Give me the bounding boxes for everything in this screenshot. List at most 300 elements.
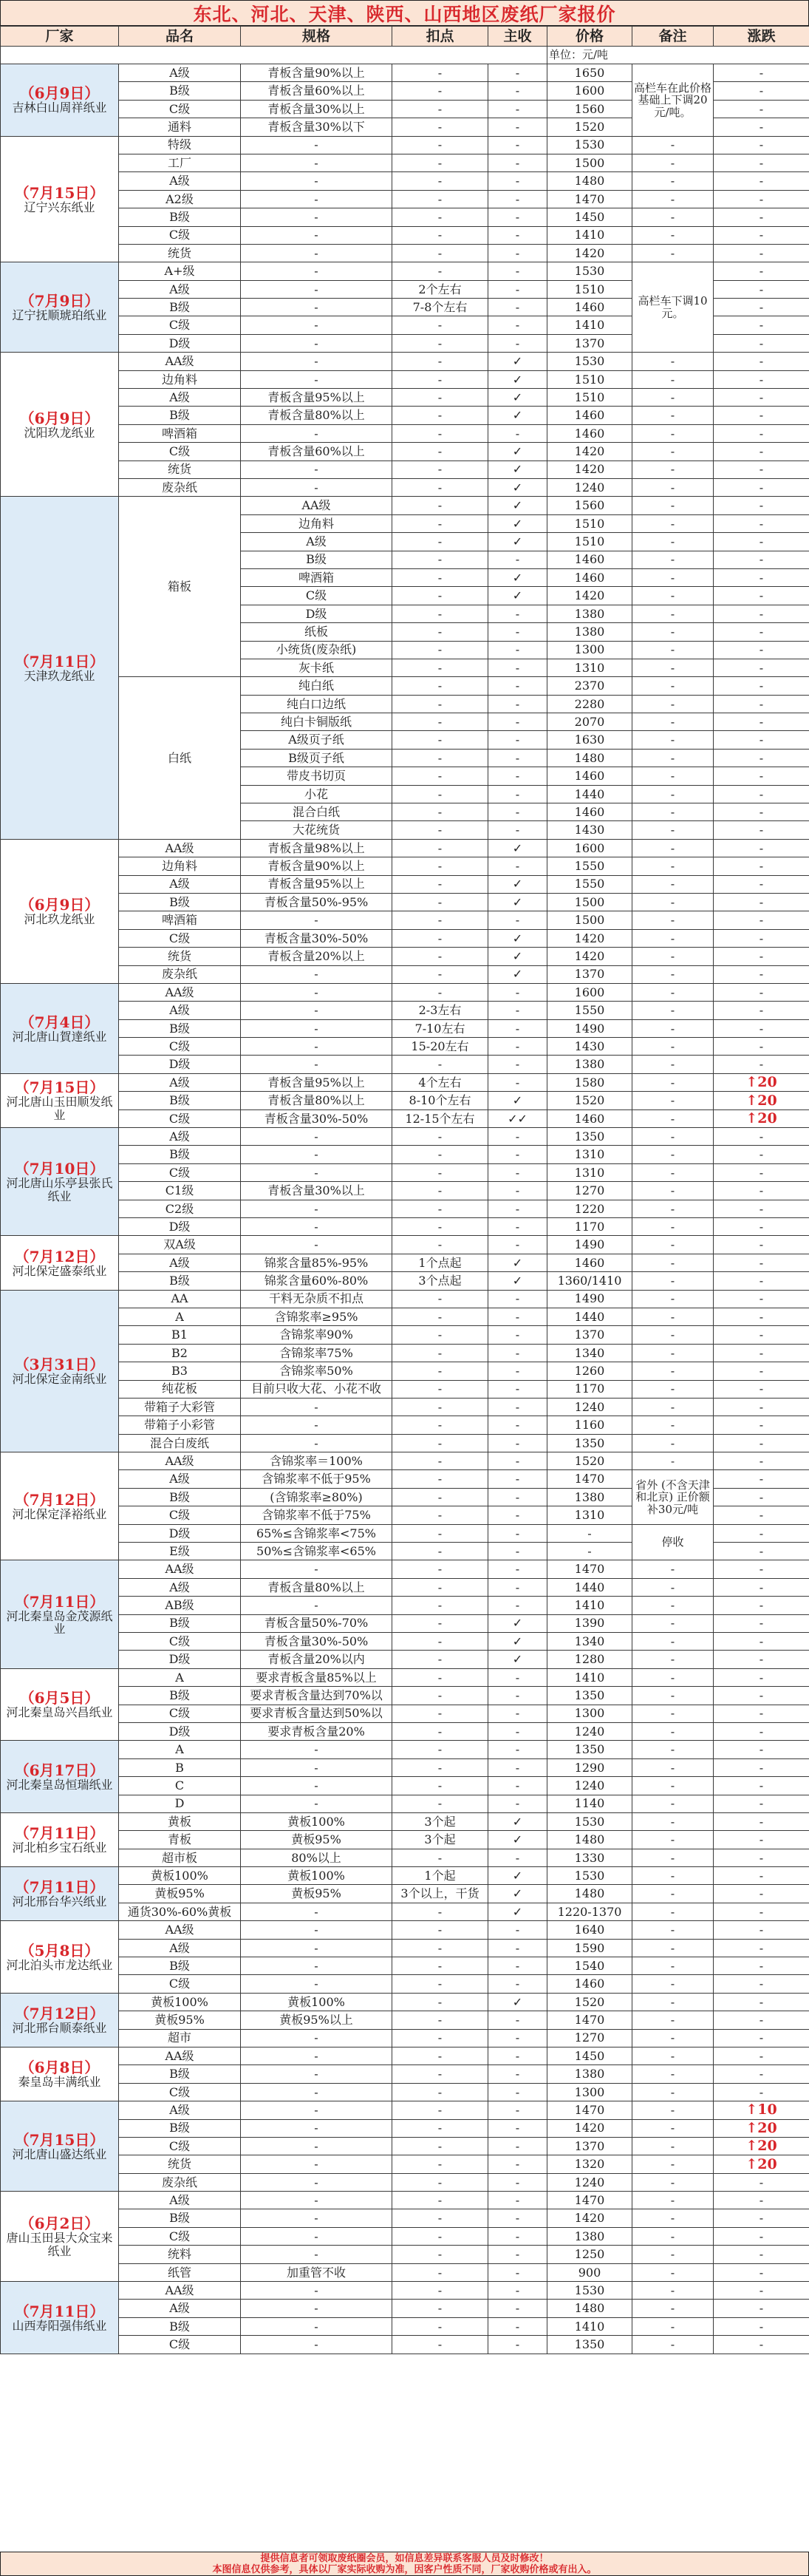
note-cell: - (632, 1741, 714, 1758)
product-cell: A级 (119, 1939, 241, 1957)
table-row (1, 2137, 809, 2155)
main-cell: ✓ (488, 1272, 547, 1290)
company-name: 河北保定泽裕纸业 (12, 1506, 107, 1521)
price-cell: 2370 (547, 677, 632, 695)
product-cell: A (119, 1308, 241, 1325)
change-cell: - (714, 1921, 809, 1939)
main-cell: - (488, 1488, 547, 1506)
spec-cell: - (241, 965, 392, 983)
price-cell: 1480 (547, 1885, 632, 1903)
deduction-cell: - (392, 1560, 488, 1578)
deduction-cell: - (392, 749, 488, 767)
change-cell: - (714, 2192, 809, 2209)
deduction-cell: - (392, 785, 488, 803)
table-row (1, 2047, 809, 2064)
deduction-cell: - (392, 1128, 488, 1146)
note-cell: - (632, 2263, 714, 2281)
note-cell: - (632, 1614, 714, 1632)
product-cell: 统货 (119, 244, 241, 262)
price-cell: 1460 (547, 568, 632, 586)
price-cell: 1530 (547, 1812, 632, 1830)
main-cell: - (488, 2317, 547, 2335)
deduction-cell: - (392, 533, 488, 551)
change-cell: - (714, 1741, 809, 1758)
deduction-cell: - (392, 677, 488, 695)
change-cell: - (714, 1903, 809, 1920)
product-cell: A级 (119, 389, 241, 407)
note-cell: - (632, 2209, 714, 2227)
deduction-cell: - (392, 172, 488, 190)
note-cell: - (632, 1651, 714, 1668)
spec-cell: 青板含量30%-50% (241, 1109, 392, 1127)
product-cell: AA级 (119, 1560, 241, 1578)
company-cell (1, 1560, 119, 1668)
main-cell: ✓ (488, 514, 547, 532)
note-cell: - (632, 965, 714, 983)
note-cell: - (632, 2047, 714, 2064)
product-cell: 纸板 (241, 623, 392, 641)
spec-cell: - (241, 1128, 392, 1146)
price-cell: 1500 (547, 154, 632, 171)
note-cell: - (632, 478, 714, 496)
company-date: （7月11日） (14, 2302, 105, 2320)
price-table (0, 26, 809, 2354)
deduction-cell: - (392, 1543, 488, 1560)
table-row (1, 1290, 809, 1308)
product-cell: A级 (119, 2101, 241, 2119)
note-cell: - (632, 1344, 714, 1362)
spec-cell: - (241, 1434, 392, 1452)
change-cell: - (714, 2047, 809, 2064)
spec-cell: - (241, 1741, 392, 1758)
change-cell: - (714, 587, 809, 605)
table-row (1, 677, 809, 695)
product-cell: B级 (119, 1019, 241, 1037)
spec-cell: - (241, 1146, 392, 1163)
spec-cell: 目前只收大花、小花不收 (241, 1380, 392, 1398)
note-cell: - (632, 1362, 714, 1380)
price-cell: 1240 (547, 2173, 632, 2191)
note-cell: - (632, 1795, 714, 1812)
company-date: （6月9日） (19, 409, 100, 427)
deduction-cell: - (392, 2011, 488, 2029)
spec-cell: 50%≤含锦浆率<65% (241, 1543, 392, 1560)
table-row (1, 1109, 809, 1127)
product-cell: B级 (119, 1957, 241, 1975)
table-row (1, 1002, 809, 1019)
spec-cell: 青板含量98%以上 (241, 839, 392, 857)
spec-cell: 80%以上 (241, 1849, 392, 1866)
spec-cell: 青板含量50%-95% (241, 893, 392, 911)
product-cell: B3 (119, 1362, 241, 1380)
table-row (1, 1434, 809, 1452)
header-deduction: 扣点 (392, 27, 488, 47)
main-cell: ✓ (488, 839, 547, 857)
company-date: （7月12日） (14, 1490, 105, 1509)
change-cell: - (714, 533, 809, 551)
company-date: （3月31日） (14, 1356, 105, 1374)
main-cell: ✓ (488, 533, 547, 551)
note-cell: - (632, 839, 714, 857)
deduction-cell: - (392, 370, 488, 388)
spec-cell: - (241, 461, 392, 478)
change-cell: - (714, 1957, 809, 1975)
spec-cell: - (241, 983, 392, 1001)
price-cell: 1220 (547, 1200, 632, 1217)
deduction-cell: - (392, 208, 488, 226)
spec-cell: 黄板100% (241, 1993, 392, 2011)
main-cell: - (488, 2300, 547, 2317)
product-cell: 带箱子小彩管 (119, 1416, 241, 1434)
table-row (1, 2246, 809, 2263)
spec-cell: - (241, 1019, 392, 1037)
main-cell: - (488, 1218, 547, 1236)
spec-cell: 青板含量80%以上 (241, 1092, 392, 1109)
price-cell: 1580 (547, 1073, 632, 1091)
product-cell: C级 (119, 929, 241, 947)
company-name: 河北泊头市龙达纸业 (6, 1957, 113, 1972)
note-cell: - (632, 1777, 714, 1795)
change-cell: - (714, 2263, 809, 2281)
deduction-cell: - (392, 478, 488, 496)
note-cell: - (632, 1560, 714, 1578)
table-row (1, 1777, 809, 1795)
change-cell: - (714, 1597, 809, 1614)
table-row (1, 1632, 809, 1650)
product-cell: A级 (119, 875, 241, 893)
price-cell: 1590 (547, 1939, 632, 1957)
table-row (1, 1236, 809, 1254)
table-row (1, 1452, 809, 1470)
deduction-cell: - (392, 1722, 488, 1740)
price-cell: 1530 (547, 262, 632, 280)
spec-cell: - (241, 1218, 392, 1236)
main-cell: ✓ (488, 461, 547, 478)
spec-cell: - (241, 1903, 392, 1920)
product-cell: AA级 (119, 353, 241, 370)
table-row (1, 1921, 809, 1939)
price-cell: 1270 (547, 1182, 632, 1200)
change-cell: - (714, 1146, 809, 1163)
change-cell: - (714, 1236, 809, 1254)
company-name: 唐山玉田县大众宝来纸业 (6, 2230, 113, 2258)
change-cell: - (714, 353, 809, 370)
note-cell: - (632, 1146, 714, 1163)
table-row (1, 1308, 809, 1325)
table-row (1, 1470, 809, 1488)
product-cell: 统货 (119, 948, 241, 965)
deduction-cell: - (392, 2246, 488, 2263)
note-cell: - (632, 244, 714, 262)
note-cell: - (632, 1056, 714, 1073)
product-cell: B级 (119, 893, 241, 911)
company-date: （7月15日） (14, 2130, 105, 2149)
main-cell: - (488, 551, 547, 568)
product-cell: 啤酒箱 (119, 911, 241, 929)
price-cell: 1510 (547, 370, 632, 388)
product-cell: C级 (119, 2336, 241, 2354)
table-row (1, 2029, 809, 2047)
main-cell: ✓ (488, 1614, 547, 1632)
product-cell: A级 (241, 533, 392, 551)
product-cell: AA级 (119, 1921, 241, 1939)
main-cell: - (488, 983, 547, 1001)
deduction-cell: 1个点起 (392, 1254, 488, 1271)
note-cell: - (632, 497, 714, 514)
change-cell: - (714, 461, 809, 478)
change-cell: - (714, 1380, 809, 1398)
product-cell: C级 (119, 1163, 241, 1181)
spec-cell: - (241, 2083, 392, 2101)
company-name: 河北秦皇岛金茂源纸业 (6, 1608, 113, 1637)
note-cell: - (632, 1722, 714, 1740)
company-name: 河北玖龙纸业 (24, 912, 95, 927)
deduction-cell: - (392, 641, 488, 659)
change-cell: - (714, 857, 809, 875)
price-cell: 1470 (547, 2192, 632, 2209)
deduction-cell: - (392, 821, 488, 839)
main-cell: - (488, 1398, 547, 1416)
note-cell: - (632, 389, 714, 407)
change-cell: - (714, 1632, 809, 1650)
change-cell: - (714, 1200, 809, 1217)
price-cell: 1300 (547, 641, 632, 659)
price-cell: 1420 (547, 244, 632, 262)
price-cell: 1240 (547, 1722, 632, 1740)
deduction-cell: - (392, 2173, 488, 2191)
table-row (1, 262, 809, 280)
deduction-cell: - (392, 1993, 488, 2011)
change-cell: - (714, 1831, 809, 1849)
change-cell: - (714, 424, 809, 442)
change-cell: - (714, 1722, 809, 1740)
product-cell: A2级 (119, 190, 241, 208)
change-cell: - (714, 2317, 809, 2335)
company-date: （6月2日） (19, 2214, 100, 2232)
price-cell: 1600 (547, 983, 632, 1001)
change-cell: - (714, 172, 809, 190)
change-cell: - (714, 1668, 809, 1686)
note-cell: - (632, 353, 714, 370)
change-cell: - (714, 1614, 809, 1632)
spec-cell: 青板含量80%以上 (241, 407, 392, 424)
note-cell: - (632, 1578, 714, 1596)
spec-cell: 黄板100% (241, 1867, 392, 1885)
footer-line2: 本图信息仅供参考，具体以厂家实际收购为准，因客户性质不同，厂家收购价格或有出入。 (212, 2563, 597, 2575)
table-row (1, 2173, 809, 2191)
table-row (1, 1668, 809, 1686)
main-cell: - (488, 2192, 547, 2209)
main-cell: ✓ (488, 370, 547, 388)
price-cell: 1240 (547, 1398, 632, 1416)
price-cell: - (547, 1543, 632, 1560)
change-cell: - (714, 551, 809, 568)
price-cell: 1550 (547, 875, 632, 893)
spec-cell: 要求青板含量达到70%以 (241, 1687, 392, 1705)
change-cell: - (714, 695, 809, 713)
product-cell: 统货 (119, 2155, 241, 2173)
price-cell: 1550 (547, 1002, 632, 1019)
note-cell: - (632, 1326, 714, 1344)
table-row (1, 1722, 809, 1740)
price-cell: 1520 (547, 1092, 632, 1109)
spec-cell: - (241, 154, 392, 171)
main-cell: - (488, 2047, 547, 2064)
table-row (1, 2065, 809, 2083)
price-cell: 2280 (547, 695, 632, 713)
deduction-cell: - (392, 875, 488, 893)
main-cell: ✓ (488, 1867, 547, 1885)
spec-cell: - (241, 1398, 392, 1416)
company-cell (1, 1741, 119, 1813)
table-row (1, 1614, 809, 1632)
company-name: 河北邢台华兴纸业 (12, 1894, 107, 1909)
deduction-cell: - (392, 100, 488, 118)
spec-cell: 含锦浆率不低于75% (241, 1506, 392, 1524)
change-cell: - (714, 1470, 809, 1488)
change-cell: ↑20 (714, 1092, 809, 1109)
change-cell: ↑20 (714, 2137, 809, 2155)
price-cell: 1430 (547, 1038, 632, 1056)
deduction-cell: - (392, 659, 488, 676)
main-cell: - (488, 1434, 547, 1452)
spec-cell: 要求青板含量85%以上 (241, 1668, 392, 1686)
company-name: 辽宁兴东纸业 (24, 200, 95, 214)
table-row (1, 1993, 809, 2011)
table-row (1, 1578, 809, 1596)
change-cell: - (714, 64, 809, 82)
main-cell: - (488, 1038, 547, 1056)
product-cell: C级 (119, 1109, 241, 1127)
company-name: 秦皇岛丰满纸业 (18, 2075, 101, 2090)
product-cell: B级 (119, 2119, 241, 2137)
deduction-cell: 1个起 (392, 1867, 488, 1885)
product-cell: C级 (119, 1506, 241, 1524)
price-cell: 1300 (547, 2083, 632, 2101)
note-cell: - (632, 1236, 714, 1254)
company-date: （7月9日） (19, 291, 100, 310)
spec-cell: - (241, 353, 392, 370)
price-cell: 1420 (547, 929, 632, 947)
change-cell: - (714, 370, 809, 388)
main-cell: - (488, 1073, 547, 1091)
main-cell: ✓✓ (488, 1109, 547, 1127)
change-cell: - (714, 893, 809, 911)
product-cell: A级 (119, 1128, 241, 1146)
deduction-cell: - (392, 695, 488, 713)
deduction-cell: - (392, 244, 488, 262)
main-cell: - (488, 154, 547, 171)
deduction-cell: - (392, 1308, 488, 1325)
product-cell: D级 (119, 1056, 241, 1073)
price-cell: 1500 (547, 893, 632, 911)
spec-cell: 要求青板含量达到50%以 (241, 1705, 392, 1722)
product-cell: E级 (119, 1543, 241, 1560)
product-cell: A级 (119, 64, 241, 82)
change-cell: - (714, 100, 809, 118)
product-cell: 纯花板 (119, 1380, 241, 1398)
deduction-cell: - (392, 803, 488, 821)
note-cell: - (632, 948, 714, 965)
table-row (1, 1146, 809, 1163)
note-cell: - (632, 1668, 714, 1686)
spec-cell: 青板含量60%以上 (241, 443, 392, 461)
deduction-cell: - (392, 2083, 488, 2101)
main-cell: - (488, 785, 547, 803)
company-cell (1, 64, 119, 137)
change-cell: - (714, 316, 809, 334)
main-cell: - (488, 1597, 547, 1614)
company-cell (1, 1073, 119, 1127)
main-cell: - (488, 1506, 547, 1524)
deduction-cell: 3个起 (392, 1812, 488, 1830)
note-cell: - (632, 2155, 714, 2173)
main-cell: - (488, 767, 547, 785)
company-date: （6月9日） (19, 896, 100, 914)
main-cell: ✓ (488, 1632, 547, 1650)
price-cell: 1170 (547, 1218, 632, 1236)
table-row (1, 1705, 809, 1722)
category-cell: 白纸 (119, 677, 241, 840)
price-cell: 1450 (547, 208, 632, 226)
main-cell: ✓ (488, 497, 547, 514)
note-cell: - (632, 2101, 714, 2119)
main-cell: - (488, 1200, 547, 1217)
main-cell: - (488, 2173, 547, 2191)
deduction-cell: - (392, 407, 488, 424)
product-cell: A级 (119, 2300, 241, 2317)
note-cell: - (632, 1831, 714, 1849)
product-cell: 边角料 (241, 514, 392, 532)
deduction-cell: - (392, 82, 488, 100)
product-cell: 青板 (119, 1831, 241, 1849)
price-cell: 1410 (547, 226, 632, 244)
deduction-cell: - (392, 2209, 488, 2227)
price-cell: 1350 (547, 1434, 632, 1452)
note-cell: - (632, 1416, 714, 1434)
table-row (1, 1254, 809, 1271)
table-row (1, 64, 809, 82)
change-cell: - (714, 1975, 809, 1993)
table-row (1, 2192, 809, 2209)
company-cell (1, 2047, 119, 2101)
note-cell: - (632, 605, 714, 622)
deduction-cell: - (392, 1452, 488, 1470)
product-cell: B级 (119, 2317, 241, 2335)
note-cell: - (632, 893, 714, 911)
spec-cell: 含锦浆率75% (241, 1344, 392, 1362)
product-cell: B级 (119, 2209, 241, 2227)
deduction-cell: - (392, 2065, 488, 2083)
change-cell: - (714, 605, 809, 622)
product-cell: A+级 (119, 262, 241, 280)
main-cell: - (488, 100, 547, 118)
company-date: （7月11日） (14, 652, 105, 670)
product-cell: D级 (119, 1218, 241, 1236)
deduction-cell: - (392, 965, 488, 983)
note-cell: - (632, 568, 714, 586)
deduction-cell: - (392, 767, 488, 785)
product-cell: B级 (119, 1272, 241, 1290)
note-cell: - (632, 1434, 714, 1452)
change-cell: - (714, 1290, 809, 1308)
deduction-cell: 4个左右 (392, 1073, 488, 1091)
note-cell: - (632, 713, 714, 731)
change-cell: - (714, 983, 809, 1001)
table-row (1, 1344, 809, 1362)
note-cell: 高栏车下调10元。 (632, 262, 714, 353)
change-cell: - (714, 1993, 809, 2011)
